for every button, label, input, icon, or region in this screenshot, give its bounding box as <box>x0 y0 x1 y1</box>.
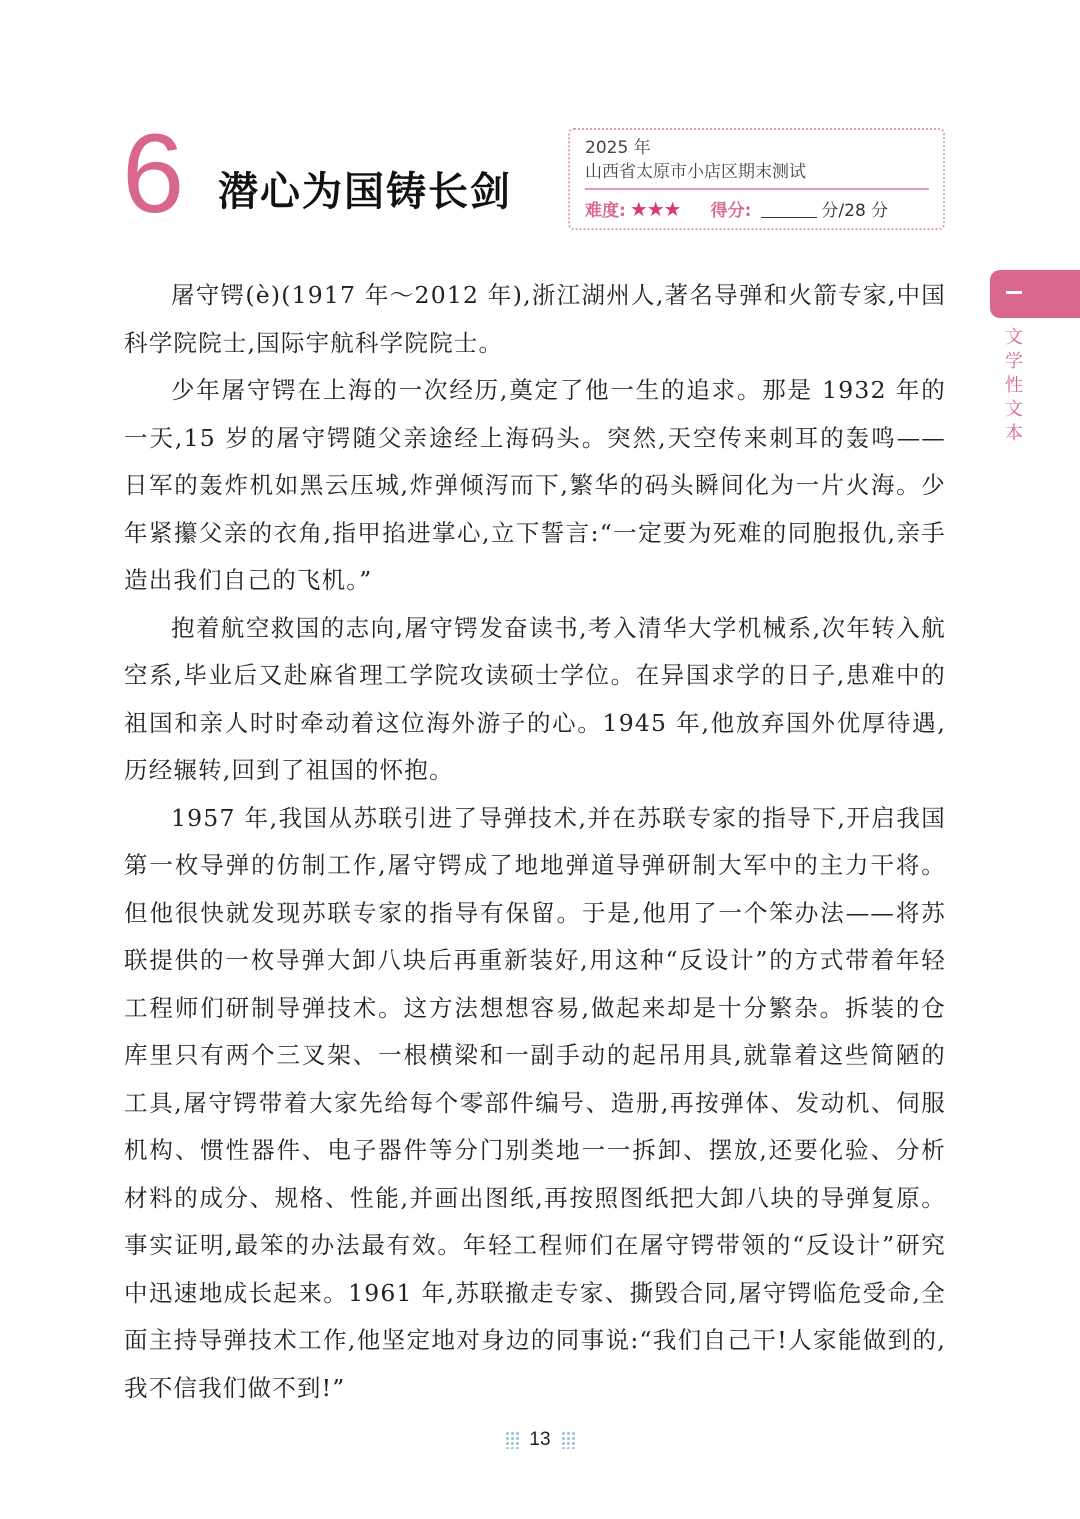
page-number: 13 <box>529 1429 551 1450</box>
exam-name: 山西省太原市小店区期末测试 <box>585 162 806 182</box>
page-footer <box>490 1424 590 1456</box>
paragraph-youth: 少年屠守锷在上海的一次经历,奠定了他一生的追求。那是 1932 年的一天,15 岁的屠守锷随父亲途经上海码头。突然,天空传来刺耳的轰鸣——日军的轰炸机如黑云压城,炸弹倾泻而下,繁华的码头瞬间化为一片火海。少年紧攥父亲的衣角,指甲掐进掌心,立下誓言:“一定要为死难的同胞报仇,亲手造出我们自己的飞机。” <box>124 376 946 594</box>
article-body <box>124 272 946 1412</box>
unit-tab <box>990 270 1080 318</box>
difficulty-label: 难度: <box>585 201 626 221</box>
exam-info-box <box>568 128 945 230</box>
footer-dots-left-icon <box>505 1431 519 1449</box>
paragraph-intro: 屠守锷(è)(1917 年～2012 年),浙江湖州人,著名导弹和火箭专家,中国科学院院士,国际宇航科学院院士。 <box>124 281 946 357</box>
score-blank-field[interactable] <box>761 199 817 218</box>
paragraph-missile: 1957 年,我国从苏联引进了导弹技术,并在苏联专家的指导下,开启我国第一枚导弹的仿制工作,屠守锷成了地地弹道导弹研制大军中的主力干将。但他很快就发现苏联专家的指导有保留。于是,他用了一个笨办法——将苏联提供的一枚导弹大卸八块后再重新装好,用这种“反设计”的方式带着年轻工程师们研制导弹技术。这方法想想容易,做起来却是十分繁杂。拆装的仓库里只有两个三叉架、一根横梁和一副手动的起吊用具,就靠着这些简陋的工具,屠守锷带着大家先给每个零部件编号、造册,再按弹体、发动机、伺服机构、惯性器件、电子器件等分门别类地一一拆卸、摆放,还要化验、分析材料的成分、规格、性能,并画出图纸,再按照图纸把大卸八块的导弹复原。事实证明,最笨的办法最有效。年轻工程师们在屠守锷带领的“反设计”研究中迅速地成长起来。1961 年,苏联撤走专家、撕毁合同,屠守锷临危受命,全面主持导弹技术工作,他坚定地对身边的同事说:“我们自己干!人家能做到的,我不信我们做不到!” <box>124 803 946 1402</box>
lesson-title: 潜心为国铸长剑 <box>218 169 512 215</box>
difficulty-score-row <box>585 196 929 221</box>
lesson-number: 6 <box>122 111 185 236</box>
unit-dash-icon <box>1006 291 1022 294</box>
exam-year: 2025 年 <box>585 138 651 158</box>
footer-dots-right-icon <box>561 1431 575 1449</box>
score-total: 分/28 分 <box>821 201 889 221</box>
info-divider <box>585 188 929 190</box>
paragraph-study: 抱着航空救国的志向,屠守锷发奋读书,考入清华大学机械系,次年转入航空系,毕业后又赴麻省理工学院攻读硕士学位。在异国求学的日子,患难中的祖国和亲人时时牵动着这位海外游子的心。1945 年,他放弃国外优厚待遇,历经辗转,回到了祖国的怀抱。 <box>124 613 946 784</box>
difficulty-star-icons: ★★★ <box>629 196 681 221</box>
score-label: 得分: <box>710 201 752 221</box>
section-label: 文学性文本 <box>1005 327 1023 444</box>
